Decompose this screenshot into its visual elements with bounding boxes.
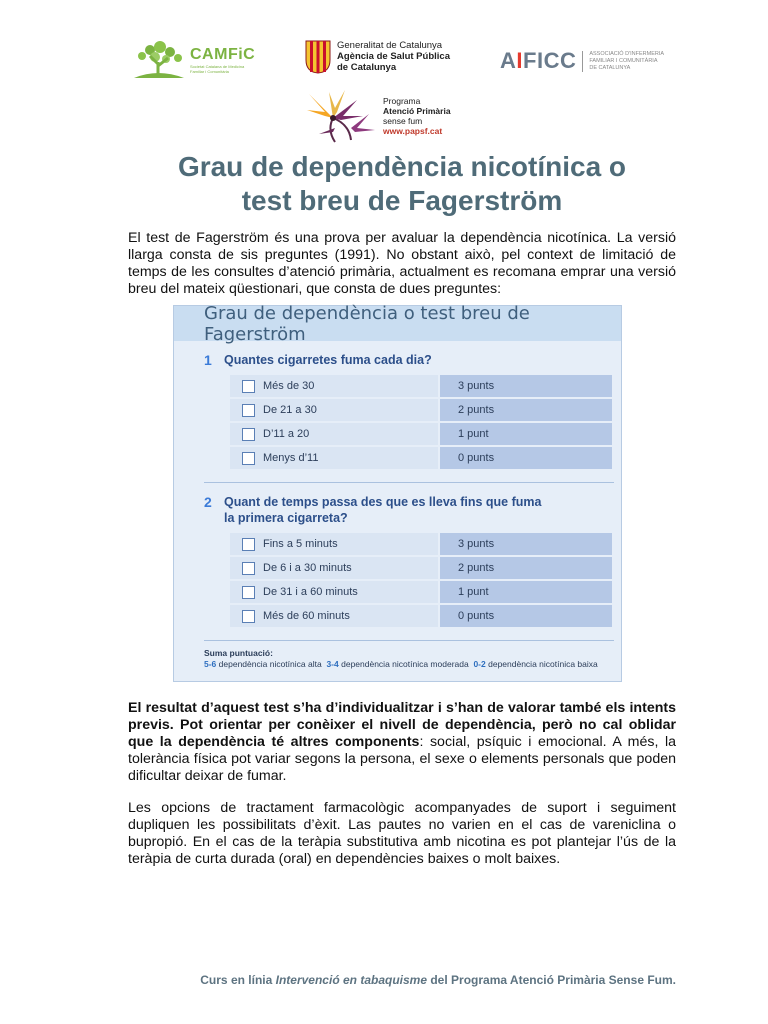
papsf-line2: Atenció Primària (383, 106, 451, 116)
divider (204, 482, 614, 483)
option-points: 2 punts (440, 557, 612, 579)
question-2-number: 2 (204, 494, 212, 510)
intro-paragraph: El test de Fagerström és una prova per avaluar la dependència nicotínica. La versió llarga consta de sis preguntes (1991). No obstant això, pel context de limitació de temps de les consultes d’atenció primària, actualment es recomana emprar una versió breu del mateix qüestionari, que consta de dues preguntes: (128, 230, 676, 297)
option-points: 1 punt (440, 581, 612, 603)
score-range-moderate: 3-4 (326, 659, 339, 669)
fagerstrom-test-box (173, 302, 622, 682)
option-row[interactable] (230, 533, 612, 555)
question-1-text: Quantes cigarretes fuma cada dia? (224, 353, 432, 367)
gencat-logo (305, 40, 475, 76)
footer-pre: Curs en línia (200, 973, 276, 987)
test-header (174, 302, 621, 345)
score-text-low: dependència nicotínica baixa (488, 659, 598, 669)
aificc-name: AIFICC (500, 48, 577, 73)
option-label: De 31 i a 60 minuts (263, 586, 358, 598)
result-paragraph-bold: El resultat d’aquest test s’ha d’individualitzar i s’han de valorar també els intents previs. Pot orientar per conèixer el nivell de dependència, però no cal oblidar que la dependència té altres components (128, 700, 676, 750)
option-label: D’11 a 20 (263, 428, 310, 440)
question-2 (204, 494, 541, 526)
question-1-number: 1 (204, 352, 212, 368)
test-title: Grau de dependència o test breu de Fagerström (204, 302, 530, 345)
papsf-logo (305, 88, 470, 144)
gencat-line1: Generalitat de Catalunya (337, 40, 443, 51)
score-range-low: 0-2 (473, 659, 486, 669)
papsf-line1: Programa (383, 96, 421, 106)
checkbox[interactable] (242, 380, 255, 393)
footer-course: Intervenció en tabaquisme (275, 973, 428, 987)
option-row[interactable] (230, 605, 612, 627)
option-points: 0 punts (440, 447, 612, 469)
result-paragraph-rest: : social, psíquic i emocional. A més, la tolerància física pot variar segons la persona, el sexe o elements personals que poden dificultar deixar de fumar. (128, 734, 676, 784)
question-1-options (230, 375, 612, 471)
checkbox[interactable] (242, 428, 255, 441)
gencat-line2: Agència de Salut Pública (337, 51, 450, 62)
page-title-line2: test breu de Fagerström (241, 185, 563, 216)
option-row[interactable] (230, 399, 612, 421)
checkbox[interactable] (242, 562, 255, 575)
papsf-url: www.papsf.cat (383, 126, 443, 136)
camfic-logo (128, 40, 258, 80)
score-text-moderate: dependència nicotínica moderada (341, 659, 469, 669)
option-points: 3 punts (440, 533, 612, 555)
option-label: Més de 30 (263, 380, 315, 392)
option-points: 2 punts (440, 399, 612, 421)
option-row[interactable] (230, 375, 612, 397)
score-text-high: dependència nicotínica alta (218, 659, 322, 669)
divider (204, 640, 614, 641)
question-2-text-line1: Quant de temps passa des que es lleva fins que fuma (224, 495, 542, 509)
gencat-line3: de Catalunya (337, 62, 397, 73)
catalan-shield-icon (305, 40, 331, 74)
page-title-line1: Grau de dependència nicotínica o (177, 151, 627, 182)
score-range-high: 5-6 (204, 659, 217, 669)
camfic-name: CAMFiC (190, 46, 256, 63)
aificc-logo (500, 44, 680, 78)
checkbox[interactable] (242, 538, 255, 551)
checkbox[interactable] (242, 586, 255, 599)
checkbox[interactable] (242, 452, 255, 465)
question-2-options (230, 533, 612, 629)
option-row[interactable] (230, 423, 612, 445)
option-points: 3 punts (440, 375, 612, 397)
question-1 (204, 352, 432, 368)
checkbox[interactable] (242, 404, 255, 417)
option-label: De 21 a 30 (263, 404, 317, 416)
camfic-subtitle: Societat Catalana de Medicina Familiar i Comunitària (190, 64, 245, 74)
score-summary-title: Suma puntuació: (204, 648, 273, 658)
option-row[interactable] (230, 447, 612, 469)
result-paragraph (128, 700, 676, 785)
papsf-line3: sense fum (383, 116, 423, 126)
option-label: De 6 i a 30 minuts (263, 562, 352, 574)
question-2-text-line2: la primera cigarreta? (224, 511, 348, 525)
option-row[interactable] (230, 557, 612, 579)
aificc-subtitle: ASSOCIACIÓ D'INFERMERIA FAMILIAR I COMUNITÀRIA DE CATALUNYA (582, 51, 664, 72)
footer-post: del Programa Atenció Primària Sense Fum. (427, 973, 676, 987)
tree-icon (128, 40, 188, 80)
option-row[interactable] (230, 581, 612, 603)
option-points: 0 punts (440, 605, 612, 627)
option-label: Menys d’11 (263, 452, 319, 464)
option-label: Fins a 5 minuts (263, 538, 338, 550)
treatment-paragraph: Les opcions de tractament farmacològic acompanyades de suport i seguiment dupliquen les possibilitats d’èxit. Las pautes no varien en el cas de vareniclina o bupropió. En el cas de la teràpia substitutiva amb nicotina es pot plantejar l’ús de la teràpia de curta durada (oral) en dependències baixes o molt baixes. (128, 800, 676, 867)
score-summary (204, 648, 598, 670)
flowers-icon (305, 88, 379, 144)
page-title (128, 150, 676, 218)
checkbox[interactable] (242, 610, 255, 623)
option-points: 1 punt (440, 423, 612, 445)
footer (128, 973, 676, 987)
option-label: Més de 60 minuts (263, 610, 350, 622)
